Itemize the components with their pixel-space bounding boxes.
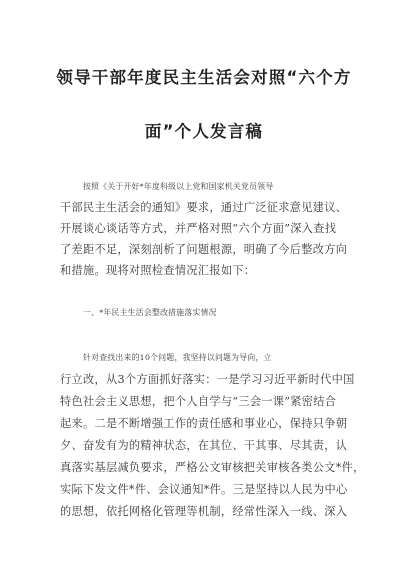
section-line-6: 真落实基层减负要求，严格公文审核把关审核各类公文*件， [60,461,365,474]
section-heading: 一、*年民主生活会整改措施落实情况 [83,308,217,317]
intro-line-3: 开展谈心谈话等方式，并严格对照“六个方面”深入查找 [60,222,337,235]
section-line-4: 起来。二是不断增强工作的责任感和事业心，保持只争朝 [60,417,348,430]
section-line-2: 行立改，从3个方面抓好落实：一是学习习近平新时代中国 [60,373,355,386]
document-title-line-2: 面”个人发言稿 [144,122,264,141]
section-line-8: 的思想，依托网格化管理等机制，经常性深入一线、深入 [60,505,348,518]
intro-line-2: 干部民主生活会的通知》要求，通过广泛征求意见建议、 [60,201,348,214]
section-line-5: 夕、奋发有为的精神状态，在其位、干其事、尽其责，认 [60,439,348,452]
document-title-line-1: 领导干部年度民主生活会对照“六个方 [56,68,352,87]
intro-line-1: 按照《关于开好*年度科级以上党和国家机关党员领导 [83,182,274,191]
section-line-3: 特色社会主义思想，把个人自学与“三会一课”紧密结合 [60,395,337,408]
intro-line-4: 了差距不足，深刻剖析了问题根源，明确了今后整改方向 [60,243,348,256]
section-line-1: 针对查找出来的10个问题，我坚持以问题为导向，立 [83,353,272,362]
section-line-7: 实际下发文件*件、会议通知*件。三是坚持以人民为中心 [60,483,348,496]
intro-line-5: 和措施。现将对照检查情况汇报如下： [60,264,256,277]
